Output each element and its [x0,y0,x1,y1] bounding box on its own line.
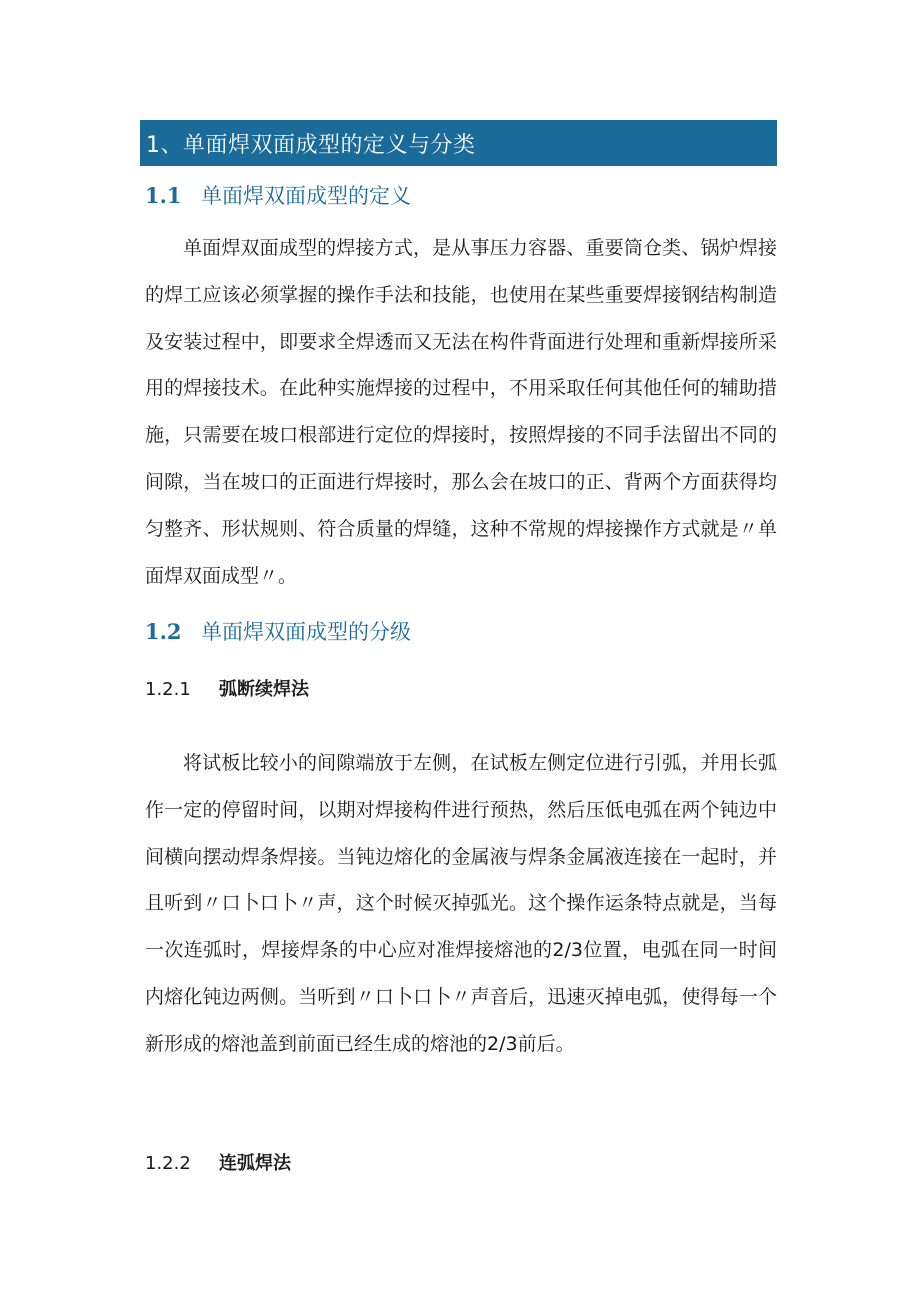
section-1-1-paragraph: 单面焊双面成型的焊接方式，是从事压力容器、重要筒仓类、锅炉焊接的焊工应该必须掌握的操作手法和技能，也使用在某些重要焊接钢结构制造及安装过程中，即要求全焊透而又无法在构件背面进行处理和重新焊接所采用的焊接技术。在此种实施焊接的过程中，不用采取任何其他任何的辅助措施，只需要在坡口根部进行定位的焊接时，按照焊接的不同手法留出不同的间隙，当在坡口的正面进行焊接时，那么会在坡口的正、背两个方面获得均匀整齐、形状规则、符合质量的焊缝，这种不常规的焊接操作方式就是〃单面焊双面成型〃。 [145,237,777,587]
section-1-2-number: 1.2 [145,619,182,644]
section-1-1-heading [145,180,411,210]
section-1-heading-banner [140,120,777,166]
section-1-2-2-number: 1.2.2 [145,1153,191,1174]
section-1-2-title: 单面焊双面成型的分级 [201,620,411,644]
section-1-2-1-paragraph: 将试板比较小的间隙端放于左侧，在试板左侧定位进行引弧，并用长弧作一定的停留时间，以期对焊接构件进行预热，然后压低电弧在两个钝边中间横向摆动焊条焊接。当钝边熔化的金属液与焊条金属液连接在一起时，并且听到〃口卜口卜〃声，这个时候灭掉弧光。这个操作运条特点就是，当每一次连弧时，焊接焊条的中心应对准焊接熔池的2/3位置，电弧在同一时间内熔化钝边两侧。当听到〃口卜口卜〃声音后，迅速灭掉电弧，使得每一个新形成的熔池盖到前面已经生成的熔池的2/3前后。 [145,752,777,1055]
section-1-2-1-title: 弧断续焊法 [219,679,309,700]
section-1-2-1-number: 1.2.1 [145,679,191,700]
section-1-2-heading [145,616,411,646]
section-1-1-number: 1.1 [145,183,182,208]
section-1-2-2-heading [145,1149,291,1175]
section-1-2-2-title: 连弧焊法 [219,1153,291,1174]
section-1-1-title: 单面焊双面成型的定义 [201,184,411,208]
section-1-2-1-heading [145,675,309,701]
section-1-title: 1、单面焊双面成型的定义与分类 [146,132,476,158]
